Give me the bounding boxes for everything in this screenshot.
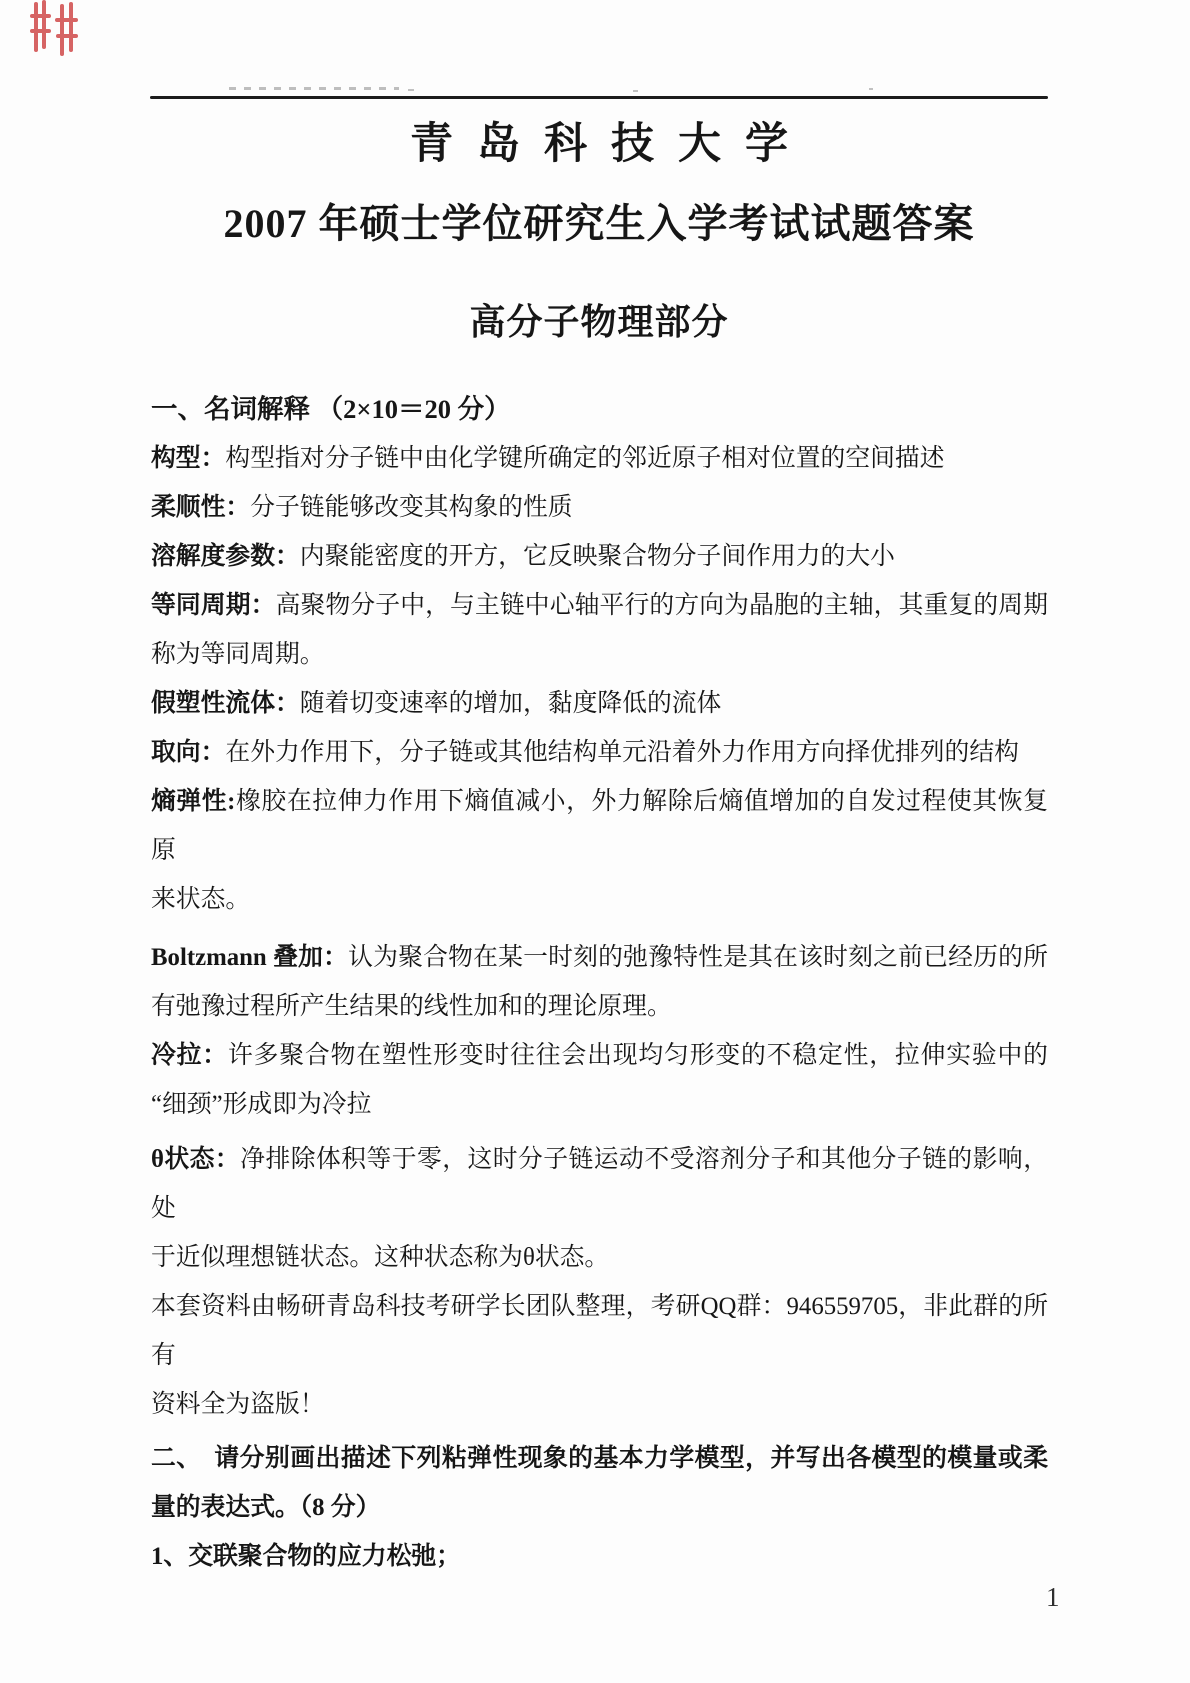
text-line: θ状态：净排除体积等于零，这时分子链运动不受溶剂分子和其他分子链的影响，处 xyxy=(151,1146,1048,1222)
text-line: 熵弹性:橡胶在拉伸力作用下熵值减小，外力解除后熵值增加的自发过程使其恢复原 xyxy=(151,788,1048,864)
definition-paragraph xyxy=(151,581,1048,679)
definition-paragraph xyxy=(151,434,1048,483)
text-line: 于近似理想链状态。这种状态称为θ状态。 xyxy=(151,1244,610,1271)
text-line: 构型：构型指对分子链中由化学键所确定的邻近原子相对位置的空间描述 xyxy=(151,445,945,472)
text-line: 一、名词解释 （2×10＝20 分） xyxy=(151,394,511,424)
definition-paragraph xyxy=(151,933,1048,1031)
term-label: θ状态： xyxy=(151,1146,241,1173)
copyright-notice xyxy=(151,1282,1048,1429)
scan-speck xyxy=(408,89,414,91)
scan-artifact-dashes xyxy=(229,87,399,90)
text-line: 本套资料由畅研青岛科技考研学长团队整理，考研QQ群：946559705，非此群的所有 xyxy=(151,1293,1048,1369)
text-line: 二、 请分别画出描述下列粘弹性现象的基本力学模型，并写出各模型的模量或柔 xyxy=(151,1445,1048,1472)
term-label: 等同周期： xyxy=(151,592,276,619)
exam-title: 2007 年硕士学位研究生入学考试试题答案 xyxy=(223,201,975,246)
text-line: 取向：在外力作用下，分子链或其他结构单元沿着外力作用方向择优排列的结构 xyxy=(151,739,1019,766)
scan-speck xyxy=(869,88,873,90)
text-line: 冷拉：许多聚合物在塑性形变时往往会出现均匀形变的不稳定性，拉伸实验中的 xyxy=(151,1042,1048,1069)
term-label: Boltzmann 叠加： xyxy=(151,944,349,971)
page-number: 1 xyxy=(1046,1582,1060,1612)
definition-paragraph xyxy=(151,483,1048,532)
definition-paragraph xyxy=(151,532,1048,581)
term-label: 假塑性流体： xyxy=(151,690,300,717)
text-line: 1、交联聚合物的应力松弛； xyxy=(151,1543,461,1570)
document-body xyxy=(151,385,1048,1581)
text-line: 柔顺性：分子链能够改变其构象的性质 xyxy=(151,494,573,521)
text-line: 等同周期：高聚物分子中，与主链中心轴平行的方向为晶胞的主轴，其重复的周期 xyxy=(151,592,1048,619)
term-label: 冷拉： xyxy=(151,1042,228,1069)
section2-item-1 xyxy=(151,1532,1048,1581)
text-line: 量的表达式。（8 分） xyxy=(151,1494,381,1521)
section-title: 高分子物理部分 xyxy=(469,302,729,342)
term-label: 柔顺性： xyxy=(151,494,251,521)
text-line: 来状态。 xyxy=(151,886,251,913)
section2-heading xyxy=(151,1434,1048,1532)
text-line: “细颈”形成即为冷拉 xyxy=(151,1091,372,1118)
definition-paragraph xyxy=(151,728,1048,777)
text-line: 溶解度参数：内聚能密度的开方，它反映聚合物分子间作用力的大小 xyxy=(151,543,895,570)
definition-paragraph xyxy=(151,1135,1048,1282)
red-pen-marks-icon xyxy=(24,0,82,58)
text-line: 有弛豫过程所产生结果的线性加和的理论原理。 xyxy=(151,993,672,1020)
term-label: 取向： xyxy=(151,739,226,766)
scan-speck xyxy=(633,90,638,92)
definition-paragraph xyxy=(151,777,1048,924)
university-name: 青岛科技大学 xyxy=(410,121,812,168)
header-divider-line xyxy=(150,96,1048,99)
definition-paragraph xyxy=(151,679,1048,728)
text-line: 假塑性流体：随着切变速率的增加，黏度降低的流体 xyxy=(151,690,722,717)
text-line: Boltzmann 叠加：认为聚合物在某一时刻的弛豫特性是其在该时刻之前已经历的所 xyxy=(151,944,1048,971)
section1-heading xyxy=(151,385,1048,434)
text-line: 资料全为盗版！ xyxy=(151,1391,325,1418)
term-label: 溶解度参数： xyxy=(151,543,300,570)
term-label: 构型： xyxy=(151,445,226,472)
definition-paragraph xyxy=(151,1031,1048,1129)
text-line: 称为等同周期。 xyxy=(151,641,325,668)
term-label: 熵弹性: xyxy=(151,788,236,815)
